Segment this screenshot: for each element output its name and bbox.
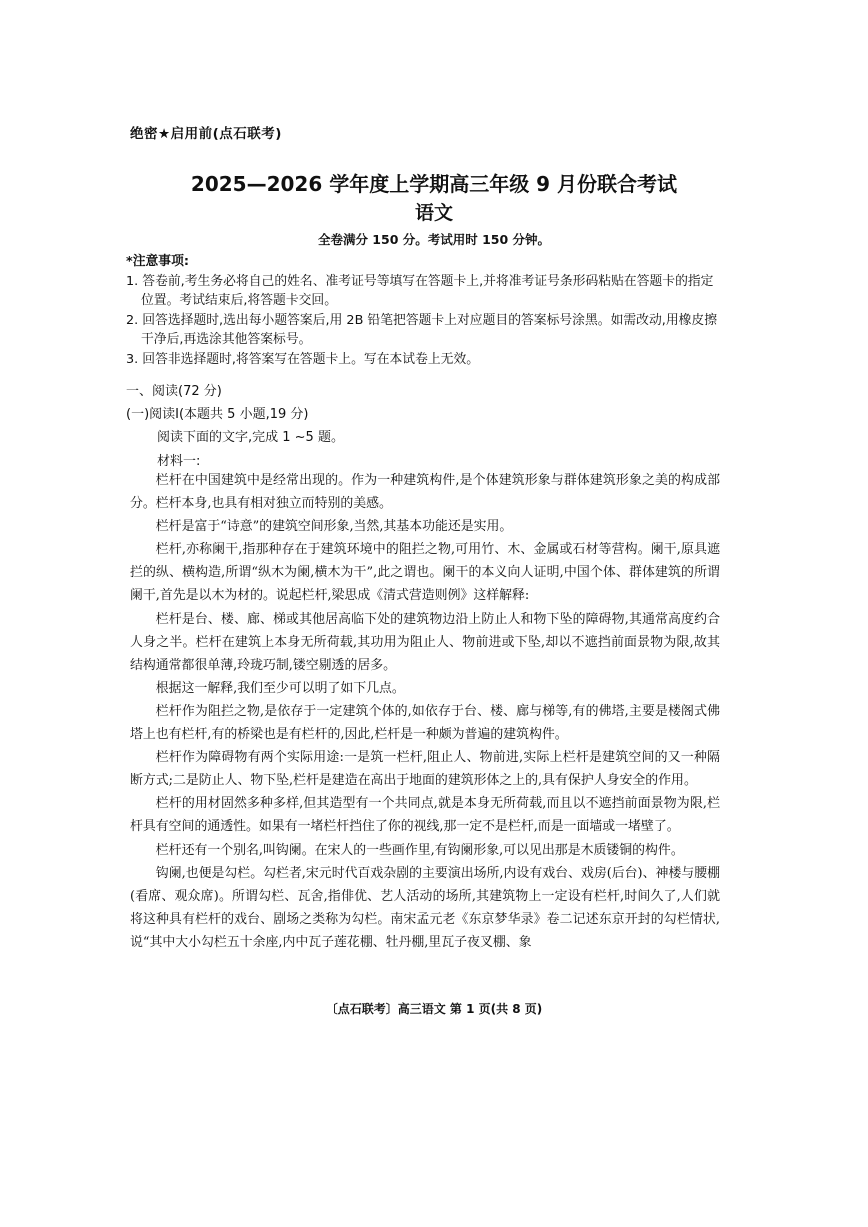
score-info: 全卷满分 150 分。考试用时 150 分钟。 bbox=[317, 232, 551, 247]
paragraph: 栏杆在中国建筑中是经常出现的。作为一种建筑构件,是个体建筑形象与群体建筑形象之美的构成部分。栏杆本身,也具有相对独立而特别的美感。 bbox=[130, 473, 720, 512]
part-title: 一、阅读(72 分) bbox=[126, 384, 222, 399]
subject-title: 语文 bbox=[414, 202, 453, 224]
subpart-title: (一)阅读Ⅰ(本题共 5 小题,19 分) bbox=[126, 407, 309, 422]
confidential-label: 绝密★启用前(点石联考) bbox=[130, 126, 282, 142]
page-footer: 〔点石联考〕高三语文 第 1 页(共 8 页) bbox=[325, 1002, 543, 1016]
paragraph: 栏杆是台、楼、廊、梯或其他居高临下处的建筑物边沿上防止人和物下坠的障碍物,其通常高度约合人身之半。栏杆在建筑上本身无所荷载,其功用为阻止人、物前进或下坠,却以不遮挡前面景物为限,故其结构通常都很单薄,玲珑巧制,镂空剔透的居多。 bbox=[130, 611, 720, 673]
note-item: 2. 回答选择题时,选出每小题答案后,用 2B 铅笔把答题卡上对应题目的答案标号涂黑。如需改动,用橡皮擦干净后,再选涂其他答案标号。 bbox=[126, 312, 718, 347]
notes-section bbox=[126, 252, 726, 369]
paragraph: 栏杆是富于“诗意”的建筑空间形象,当然,其基本功能还是实用。 bbox=[155, 519, 513, 535]
paragraph: 栏杆,亦称阑干,指那种存在于建筑环境中的阻拦之物,可用竹、木、金属或石材等营构。阑干,原具遮拦的纵、横构造,所谓“纵木为阑,横木为干”,此之谓也。阑干的本义向人证明,中国个体、群体建筑的所谓阑干,首先是以木为材的。说起栏杆,梁思成《清式营造则例》这样解释: bbox=[130, 542, 720, 604]
note-item: 3. 回答非选择题时,将答案写在答题卡上。写在本试卷上无效。 bbox=[126, 351, 480, 367]
paragraph: 栏杆还有一个别名,叫钩阑。在宋人的一些画作里,有钩阑形象,可以见出那是木质镂铜的构件。 bbox=[155, 842, 684, 858]
paragraph: 栏杆作为障碍物有两个实际用途:一是筑一栏杆,阻止人、物前进,实际上栏杆是建筑空间的又一种隔断方式;二是防止人、物下坠,栏杆是建造在高出于地面的建筑形体之上的,具有保护人身安全的作用。 bbox=[130, 750, 720, 789]
exam-title: 2025—2026 学年度上学期高三年级 9 月份联合考试 bbox=[190, 172, 678, 196]
paragraph: 根据这一解释,我们至少可以明了如下几点。 bbox=[155, 680, 405, 696]
material-text bbox=[130, 469, 720, 954]
notes-heading: *注意事项: bbox=[126, 254, 189, 269]
paragraph: 栏杆作为阻拦之物,是依存于一定建筑个体的,如依存于台、楼、廊与梯等,有的佛塔,主要是楼阁式佛塔上也有栏杆,有的桥梁也是有栏杆的,因此,栏杆是一种颇为普遍的建筑构件。 bbox=[130, 703, 720, 743]
material-label: 材料一: bbox=[157, 454, 201, 469]
paragraph: 栏杆的用材固然多种多样,但其造型有一个共同点,就是本身无所荷载,而且以不遮挡前面景物为限,栏杆具有空间的通透性。如果有一堵栏杆挡住了你的视线,那一定不是栏杆,而是一面墙或一堵壁了。 bbox=[130, 796, 720, 835]
note-item: 1. 答卷前,考生务必将自己的姓名、准考证号等填写在答题卡上,并将准考证号条形码粘贴在答题卡的指定位置。考试结束后,将答题卡交回。 bbox=[126, 273, 714, 308]
reading-instruction: 阅读下面的文字,完成 1 ~5 题。 bbox=[157, 430, 344, 445]
paragraph: 钩阑,也便是勾栏。勾栏者,宋元时代百戏杂剧的主要演出场所,内设有戏台、戏房(后台)、神楼与腰棚(看席、观众席)。所谓勾栏、瓦舍,指俳优、艺人活动的场所,其建筑物上一定设有栏杆,时间久了,人们就将这种具有栏杆的戏台、剧场之类称为勾栏。南宋孟元老《东京梦华录》卷二记述东京开封的勾栏情状,说“其中大小勾栏五十余座,内中瓦子莲花棚、牡丹棚,里瓦子夜叉棚、象 bbox=[130, 865, 720, 950]
